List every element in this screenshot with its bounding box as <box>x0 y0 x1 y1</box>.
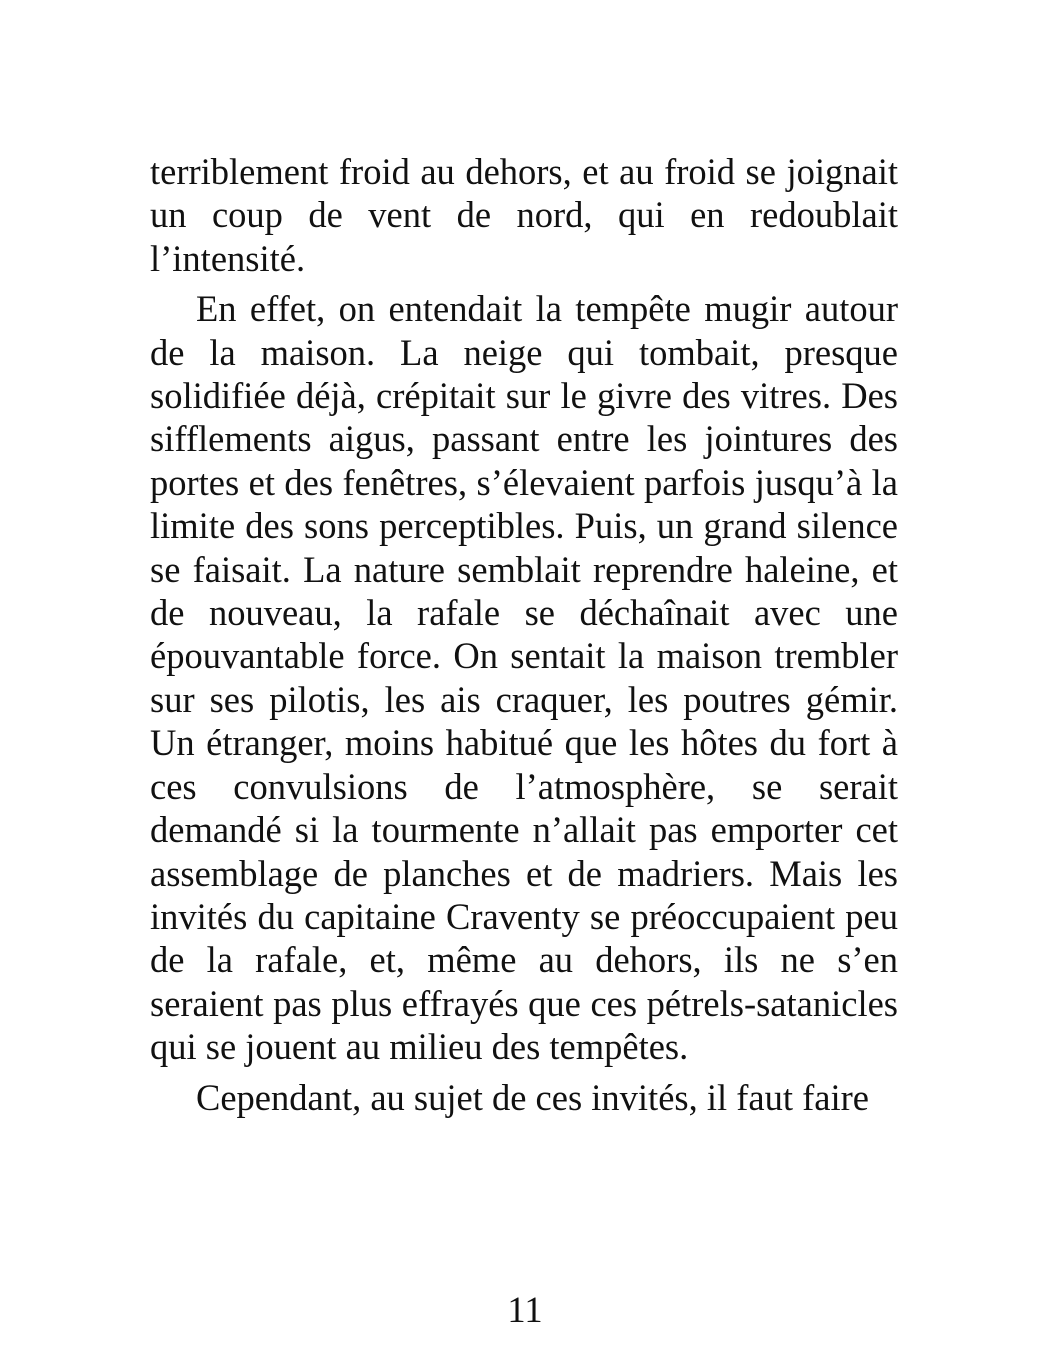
paragraph-guests: Cependant, au sujet de ces invités, il faut faire <box>196 1076 869 1118</box>
body-text <box>150 150 898 1126</box>
page-number: 11 <box>507 1289 543 1330</box>
paragraph-storm: En effet, on entendait la tempête mugir autour de la maison. La neige qui tombait, presque solidifiée déjà, crépitait sur le givre des vitres. Des sifflements aigus, passant entre les jointures des portes et des fenêtres, s’élevaient parfois jusqu’à la limite des sons perceptibles. Puis, un grand silence se faisait. La nature semblait reprendre haleine, et de nouveau, la rafale se déchaînait avec une épouvantable force. On sentait la maison trembler sur ses pilotis, les ais craquer, les poutres gémir. Un étranger, moins habitué que les hôtes du fort à ces convulsions de l’atmosphère, se serait demandé si la tourmente n’allait pas emporter cet assemblage de planches et de madriers. Mais les invités du capitaine Craventy se préoccupaient peu de la rafale, et, même au dehors, ils ne s’en seraient pas plus effrayés que ces pétrels-satanicles qui se jouent au milieu des tempêtes. <box>150 288 898 1068</box>
paragraph-continuation: terriblement froid au dehors, et au froid se joignait un coup de vent de nord, qui en redoublait l’intensité. <box>150 151 898 279</box>
